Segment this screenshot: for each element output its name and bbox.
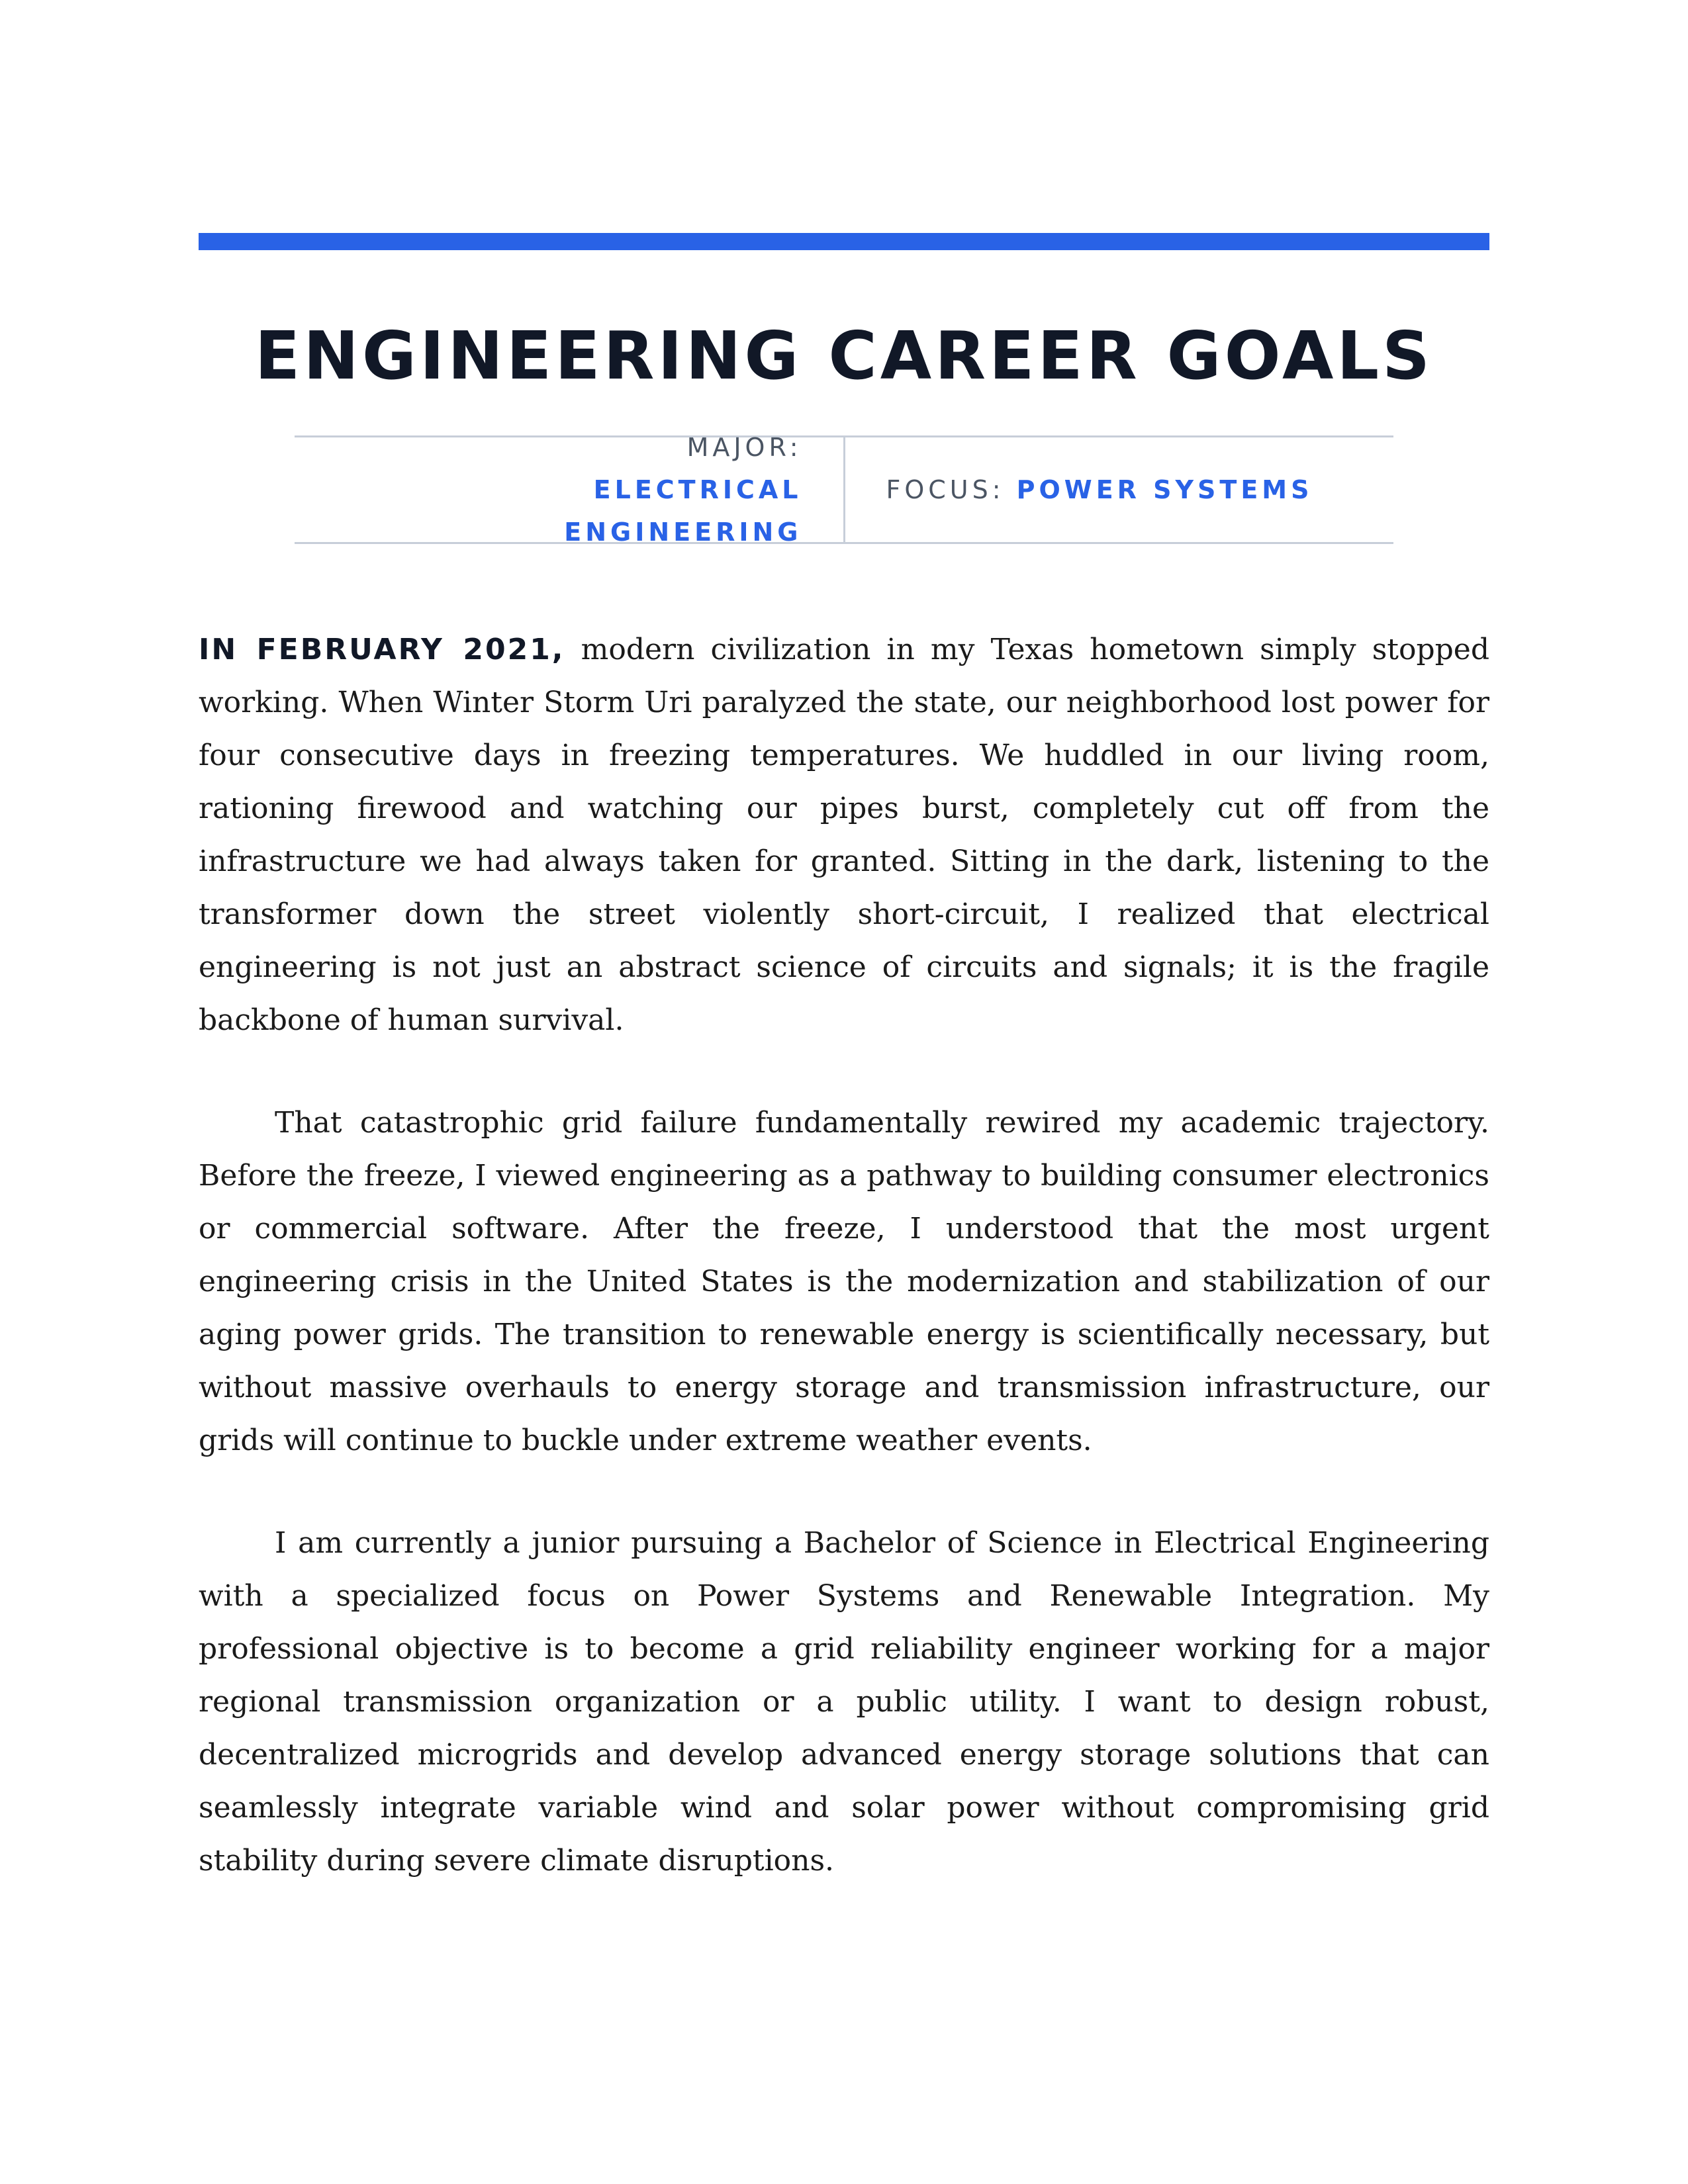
paragraph-2: That catastrophic grid failure fundamentally rewired my academic trajectory. Before the freeze, I viewed engineering as a pathway to building consumer electronics or commercial software. After the freeze, I understood that the most urgent engineering crisis in the United States is the modernization and stabilization of our aging power grids. The transition to renewable energy is scientifically necessary, but without massive overhauls to energy storage and transmission infrastructure, our grids will continue to buckle under extreme weather events. (199, 1106, 1489, 1457)
paragraph-1 (199, 623, 1489, 1047)
top-accent-rule (199, 233, 1489, 250)
focus-cell (845, 437, 1394, 542)
focus-value: POWER SYSTEMS (1016, 475, 1313, 504)
major-label: MAJOR: (686, 433, 802, 462)
page-title: ENGINEERING CAREER GOALS (254, 317, 1434, 394)
major-cell (295, 433, 845, 547)
meta-bar (295, 433, 1393, 547)
essay-body (199, 623, 1489, 1888)
focus-label: FOCUS: (886, 475, 1005, 504)
paragraph-1-text: modern civilization in my Texas hometown simply stopped working. When Winter Storm Uri paralyzed the state, our neighborhood lost power for four consecutive days in freezing temperatures. We huddled in our living room, rationing firewood and watching our pipes burst, completely cut off from the infrastructure we had always taken for granted. Sitting in the dark, listening to the transformer down the street violently short-circuit, I realized that electrical engineering is not just an abstract science of circuits and signals; it is the fragile backbone of human survival. (199, 633, 1489, 1037)
major-value: ELECTRICAL ENGINEERING (564, 475, 802, 547)
paragraph-1-lead: IN FEBRUARY 2021, (199, 633, 565, 666)
major-text (471, 426, 802, 553)
paragraph-3: I am currently a junior pursuing a Bachelor of Science in Electrical Engineering with a specialized focus on Power Systems and Renewable Integration. My professional objective is to become a grid reliability engineer working for a major regional transmission organization or a public utility. I want to design robust, decentralized microgrids and develop advanced energy storage solutions that can seamlessly integrate variable wind and solar power without compromising grid stability during severe climate disruptions. (199, 1526, 1489, 1878)
document-page (199, 233, 1489, 1937)
